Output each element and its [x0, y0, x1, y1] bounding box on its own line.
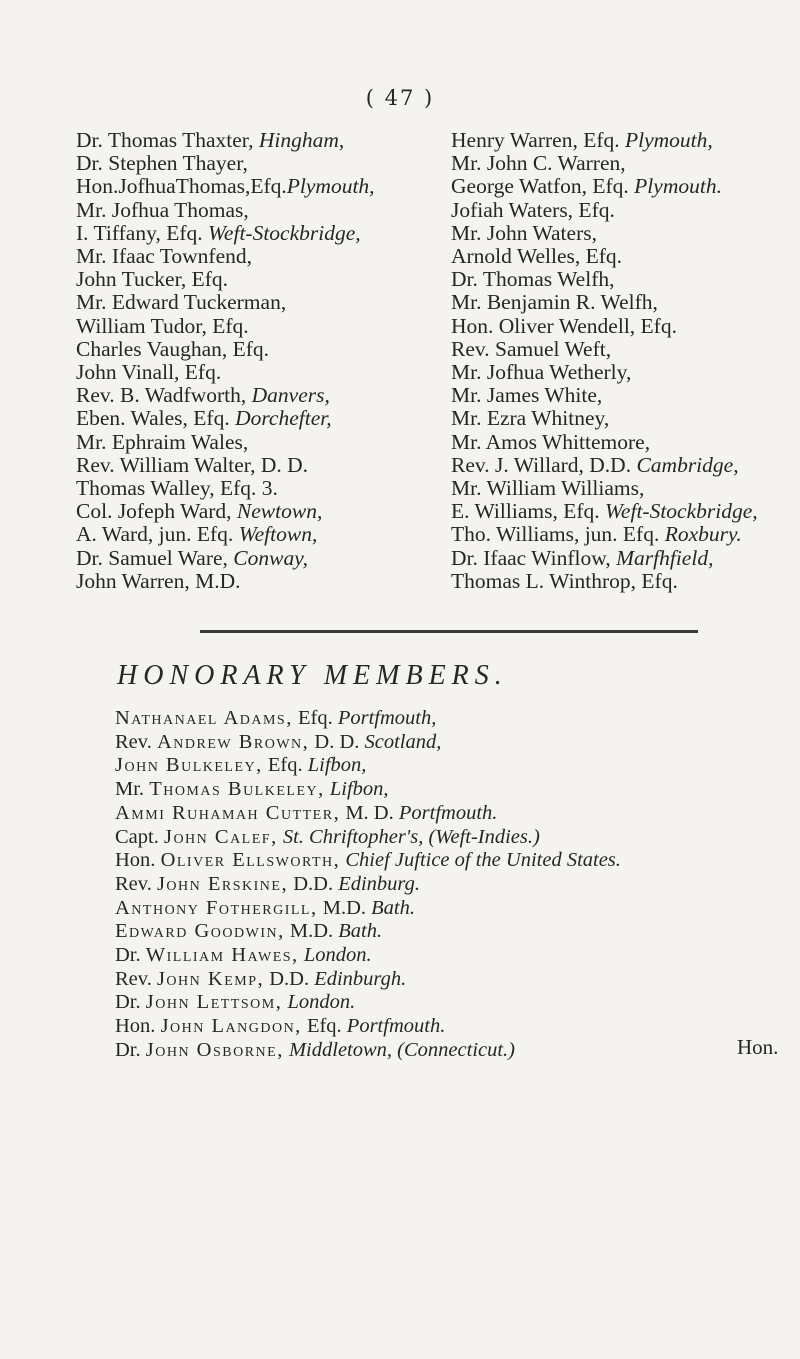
- member-entry: Mr. Ephraim Wales,: [76, 429, 249, 454]
- member-entry: Mr. Ifaac Townfend,: [76, 244, 253, 269]
- member-entry: Arnold Welles, Efq.: [451, 244, 623, 269]
- member-entry: John Warren, M.D.: [76, 568, 241, 593]
- member-entry: Mr. Jofhua Thomas,: [76, 197, 249, 222]
- member-entry: Dr. Ifaac Winflow, Marfhfield,: [451, 545, 714, 570]
- member-entry: Mr. Jofhua Wetherly,: [451, 360, 632, 385]
- member-entry: I. Tiffany, Efq. Weft-Stockbridge,: [76, 220, 361, 245]
- member-entry: Thomas Walley, Efq. 3.: [76, 476, 278, 501]
- member-entry: Charles Vaughan, Efq.: [76, 336, 270, 361]
- member-entry: Hon. Oliver Wendell, Efq.: [451, 313, 677, 338]
- members-list-right: [451, 129, 796, 593]
- member-entry: Mr. Benjamin R. Welfh,: [451, 290, 658, 315]
- member-entry: Mr. James White,: [451, 383, 603, 408]
- member-entry: Tho. Williams, jun. Efq. Roxbury.: [451, 522, 742, 547]
- member-entry: Rev. J. Willard, D.D. Cambridge,: [451, 452, 739, 477]
- honorary-entry: Capt. John Calef, St. Chriftopher's, (Weft-Indies.): [115, 825, 540, 848]
- honorary-entry: Edward Goodwin, M.D. Bath.: [115, 920, 383, 943]
- member-entry: George Watfon, Efq. Plymouth.: [451, 174, 722, 199]
- member-entry: Mr. John Waters,: [451, 220, 597, 245]
- honorary-entry: Rev. Andrew Brown, D. D. Scotland,: [115, 730, 442, 753]
- member-entry: Col. Jofeph Ward, Newtown,: [76, 499, 323, 524]
- member-entry: Dr. Thomas Welfh,: [451, 267, 615, 292]
- honorary-entry: Mr. Thomas Bulkeley, Lifbon,: [115, 778, 389, 801]
- honorary-members-heading: HONORARY MEMBERS.: [117, 660, 508, 691]
- member-entry: Mr. John C. Warren,: [451, 151, 626, 176]
- honorary-entry: Dr. John Lettsom, London.: [115, 991, 356, 1014]
- honorary-entry: Hon. Oliver Ellsworth, Chief Juftice of the United States.: [115, 849, 621, 872]
- member-entry: Dr. Thomas Thaxter, Hingham,: [76, 128, 345, 152]
- member-entry: Rev. Samuel Weft,: [451, 336, 612, 361]
- honorary-members-list: [115, 707, 795, 1063]
- member-entry: Mr. Amos Whittemore,: [451, 429, 651, 454]
- member-entry: Mr. William Williams,: [451, 476, 645, 501]
- honorary-entry: Ammi Ruhamah Cutter, M. D. Portfmouth.: [115, 801, 498, 824]
- member-entry: Thomas L. Winthrop, Efq.: [451, 568, 678, 593]
- member-entry: Mr. Ezra Whitney,: [451, 406, 610, 431]
- member-entry: Dr. Stephen Thayer,: [76, 151, 248, 176]
- member-entry: John Vinall, Efq.: [76, 360, 222, 385]
- member-entry: A. Ward, jun. Efq. Weftown,: [76, 522, 318, 547]
- catchword: Hon.: [737, 1035, 779, 1059]
- page-number: ( 47 ): [365, 86, 435, 110]
- member-entry: Hon.JofhuaThomas,Efq.Plymouth,: [76, 174, 375, 199]
- section-divider: [200, 630, 698, 633]
- honorary-entry: John Bulkeley, Efq. Lifbon,: [115, 754, 367, 777]
- honorary-entry: Rev. John Kemp, D.D. Edinburgh.: [115, 967, 407, 990]
- member-entry: Mr. Edward Tuckerman,: [76, 290, 287, 315]
- member-entry: William Tudor, Efq.: [76, 313, 249, 338]
- honorary-entry: Anthony Fothergill, M.D. Bath.: [115, 896, 415, 919]
- honorary-entry: Dr. John Osborne, Middletown, (Connecticut.): [115, 1038, 516, 1061]
- member-entry: E. Williams, Efq. Weft-Stockbridge,: [451, 499, 758, 524]
- member-entry: Dr. Samuel Ware, Conway,: [76, 545, 308, 570]
- honorary-entry: Rev. John Erskine, D.D. Edinburg.: [115, 872, 421, 895]
- member-entry: John Tucker, Efq.: [76, 267, 229, 292]
- honorary-entry: Dr. William Hawes, London.: [115, 944, 372, 967]
- member-entry: Jofiah Waters, Efq.: [451, 197, 615, 222]
- honorary-entry: Hon. John Langdon, Efq. Portfmouth.: [115, 1015, 446, 1038]
- member-entry: Henry Warren, Efq. Plymouth,: [451, 128, 713, 152]
- member-entry: Rev. B. Wadfworth, Danvers,: [76, 383, 330, 408]
- member-entry: Eben. Wales, Efq. Dorchefter,: [76, 406, 332, 431]
- honorary-entry: Nathanael Adams, Efq. Portfmouth,: [115, 707, 437, 729]
- member-entry: Rev. William Walter, D. D.: [76, 452, 309, 477]
- members-list-left: [76, 129, 476, 593]
